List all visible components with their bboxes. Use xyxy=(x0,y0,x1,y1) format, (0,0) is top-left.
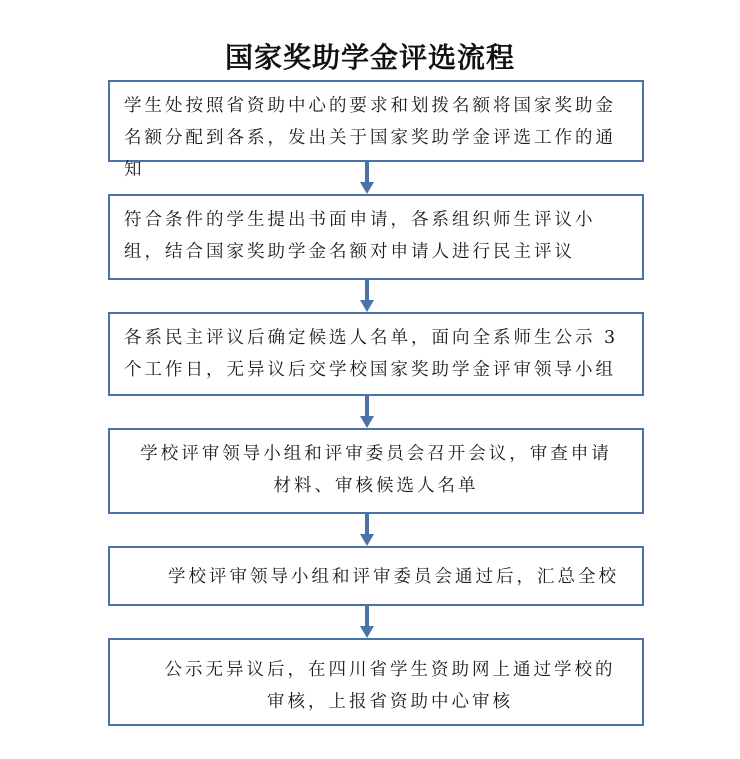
step-4-text: 学校评审领导小组和评审委员会召开会议，审查申请材料、审核候选人名单 xyxy=(140,444,612,496)
step-5-box xyxy=(108,546,644,606)
arrow-down-icon xyxy=(360,606,374,638)
step-2-box xyxy=(108,194,644,280)
step-1-text: 学生处按照省资助中心的要求和划拨名额将国家奖助金名额分配到各系，发出关于国家奖助学金评选工作的通知 xyxy=(124,96,616,180)
step-6-text: 公示无异议后，在四川省学生资助网上通过学校的审核，上报省资助中心审核 xyxy=(164,660,616,712)
step-1-box xyxy=(108,80,644,180)
arrow-down-icon xyxy=(360,396,374,428)
step-2-text: 符合条件的学生提出书面申请，各系组织师生评议小组，结合国家奖助学金名额对申请人进行民主评议 xyxy=(124,210,596,262)
step-3-box xyxy=(108,312,644,396)
step-4-box xyxy=(108,428,644,514)
page-title: 国家奖助学金评选流程 xyxy=(224,41,515,74)
arrow-down-icon xyxy=(360,514,374,546)
arrow-down-icon xyxy=(360,280,374,312)
arrow-down-icon xyxy=(360,162,374,194)
step-5-text: 学校评审领导小组和评审委员会通过后，汇总全校 xyxy=(168,567,619,587)
step-3-text: 各系民主评议后确定候选人名单，面向全系师生公示 3 个工作日，无异议后交学校国家奖助学金评审领导小组 xyxy=(124,328,619,380)
step-6-box xyxy=(108,638,644,726)
